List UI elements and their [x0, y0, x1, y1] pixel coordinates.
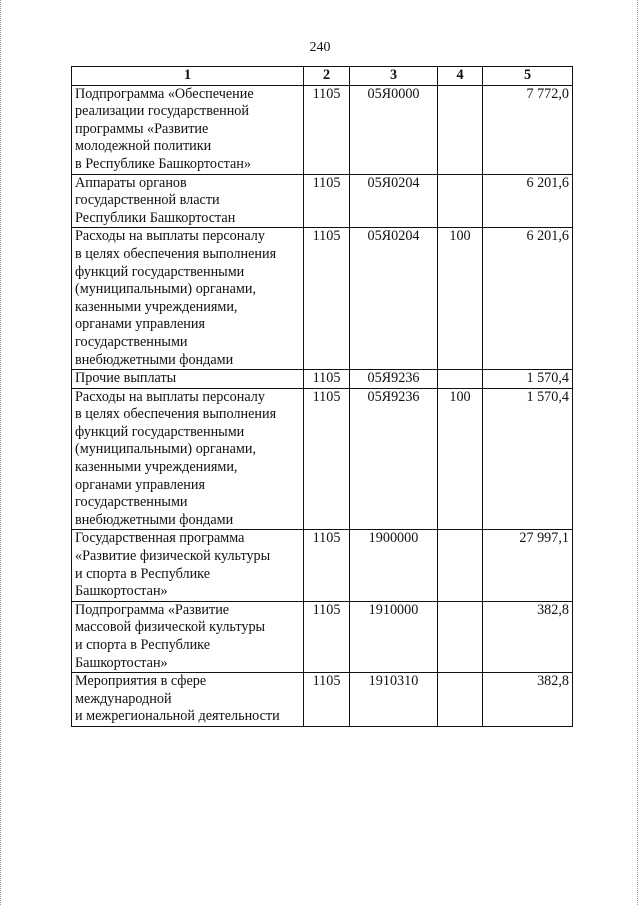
cell-code: 1910000: [350, 601, 438, 672]
column-header-1: 1: [72, 67, 304, 86]
cell-section: 1105: [304, 85, 350, 174]
cell-name: Подпрограмма «Развитие массовой физической культуры и спорта в Республике Башкортостан»: [72, 601, 304, 672]
cell-expense-type: [438, 601, 483, 672]
table-row: [72, 530, 573, 601]
cell-name: Государственная программа «Развитие физической культуры и спорта в Республике Башкортостан»: [72, 530, 304, 601]
cell-expense-type: [438, 85, 483, 174]
cell-code: 1910310: [350, 673, 438, 727]
cell-code: 05Я0204: [350, 228, 438, 370]
cell-name: Прочие выплаты: [72, 370, 304, 389]
cell-expense-type: [438, 174, 483, 228]
cell-amount: 382,8: [483, 673, 573, 727]
column-header-3: 3: [350, 67, 438, 86]
cell-name: Мероприятия в сфере международной и межрегиональной деятельности: [72, 673, 304, 727]
cell-expense-type: 100: [438, 388, 483, 530]
cell-code: 05Я0204: [350, 174, 438, 228]
table-row: [72, 174, 573, 228]
cell-expense-type: [438, 673, 483, 727]
table-row: [72, 228, 573, 370]
cell-section: 1105: [304, 228, 350, 370]
cell-code: 05Я9236: [350, 388, 438, 530]
cell-code: 05Я9236: [350, 370, 438, 389]
cell-section: 1105: [304, 388, 350, 530]
cell-amount: 1 570,4: [483, 388, 573, 530]
column-header-2: 2: [304, 67, 350, 86]
table-row: [72, 388, 573, 530]
table-body: [72, 85, 573, 726]
cell-name: Расходы на выплаты персоналу в целях обеспечения выполнения функций государственными (муниципальными) органами, казенными учреждениями, органами управления государственными внебюджетными фондами: [72, 388, 304, 530]
budget-table: [71, 66, 573, 727]
cell-code: 05Я0000: [350, 85, 438, 174]
cell-amount: 7 772,0: [483, 85, 573, 174]
cell-expense-type: [438, 530, 483, 601]
cell-amount: 382,8: [483, 601, 573, 672]
cell-section: 1105: [304, 370, 350, 389]
page-number: 240: [309, 40, 331, 55]
cell-amount: 6 201,6: [483, 228, 573, 370]
table-row: [72, 673, 573, 727]
page-edge-left: [0, 0, 3, 905]
cell-section: 1105: [304, 174, 350, 228]
cell-expense-type: [438, 370, 483, 389]
cell-code: 1900000: [350, 530, 438, 601]
cell-amount: 27 997,1: [483, 530, 573, 601]
cell-section: 1105: [304, 673, 350, 727]
cell-section: 1105: [304, 601, 350, 672]
cell-name: Расходы на выплаты персоналу в целях обеспечения выполнения функций государственными (муниципальными) органами, казенными учреждениями, органами управления государственными внебюджетными фондами: [72, 228, 304, 370]
page-edge-right: [635, 0, 638, 905]
column-header-5: 5: [483, 67, 573, 86]
cell-amount: 1 570,4: [483, 370, 573, 389]
cell-name: Подпрограмма «Обеспечение реализации государственной программы «Развитие молодежной политики в Республике Башкортостан»: [72, 85, 304, 174]
cell-expense-type: 100: [438, 228, 483, 370]
table-row: [72, 85, 573, 174]
table-row: [72, 601, 573, 672]
cell-section: 1105: [304, 530, 350, 601]
cell-name: Аппараты органов государственной власти Республики Башкортостан: [72, 174, 304, 228]
table-header-row: [72, 67, 573, 86]
table-row: [72, 370, 573, 389]
cell-amount: 6 201,6: [483, 174, 573, 228]
column-header-4: 4: [438, 67, 483, 86]
